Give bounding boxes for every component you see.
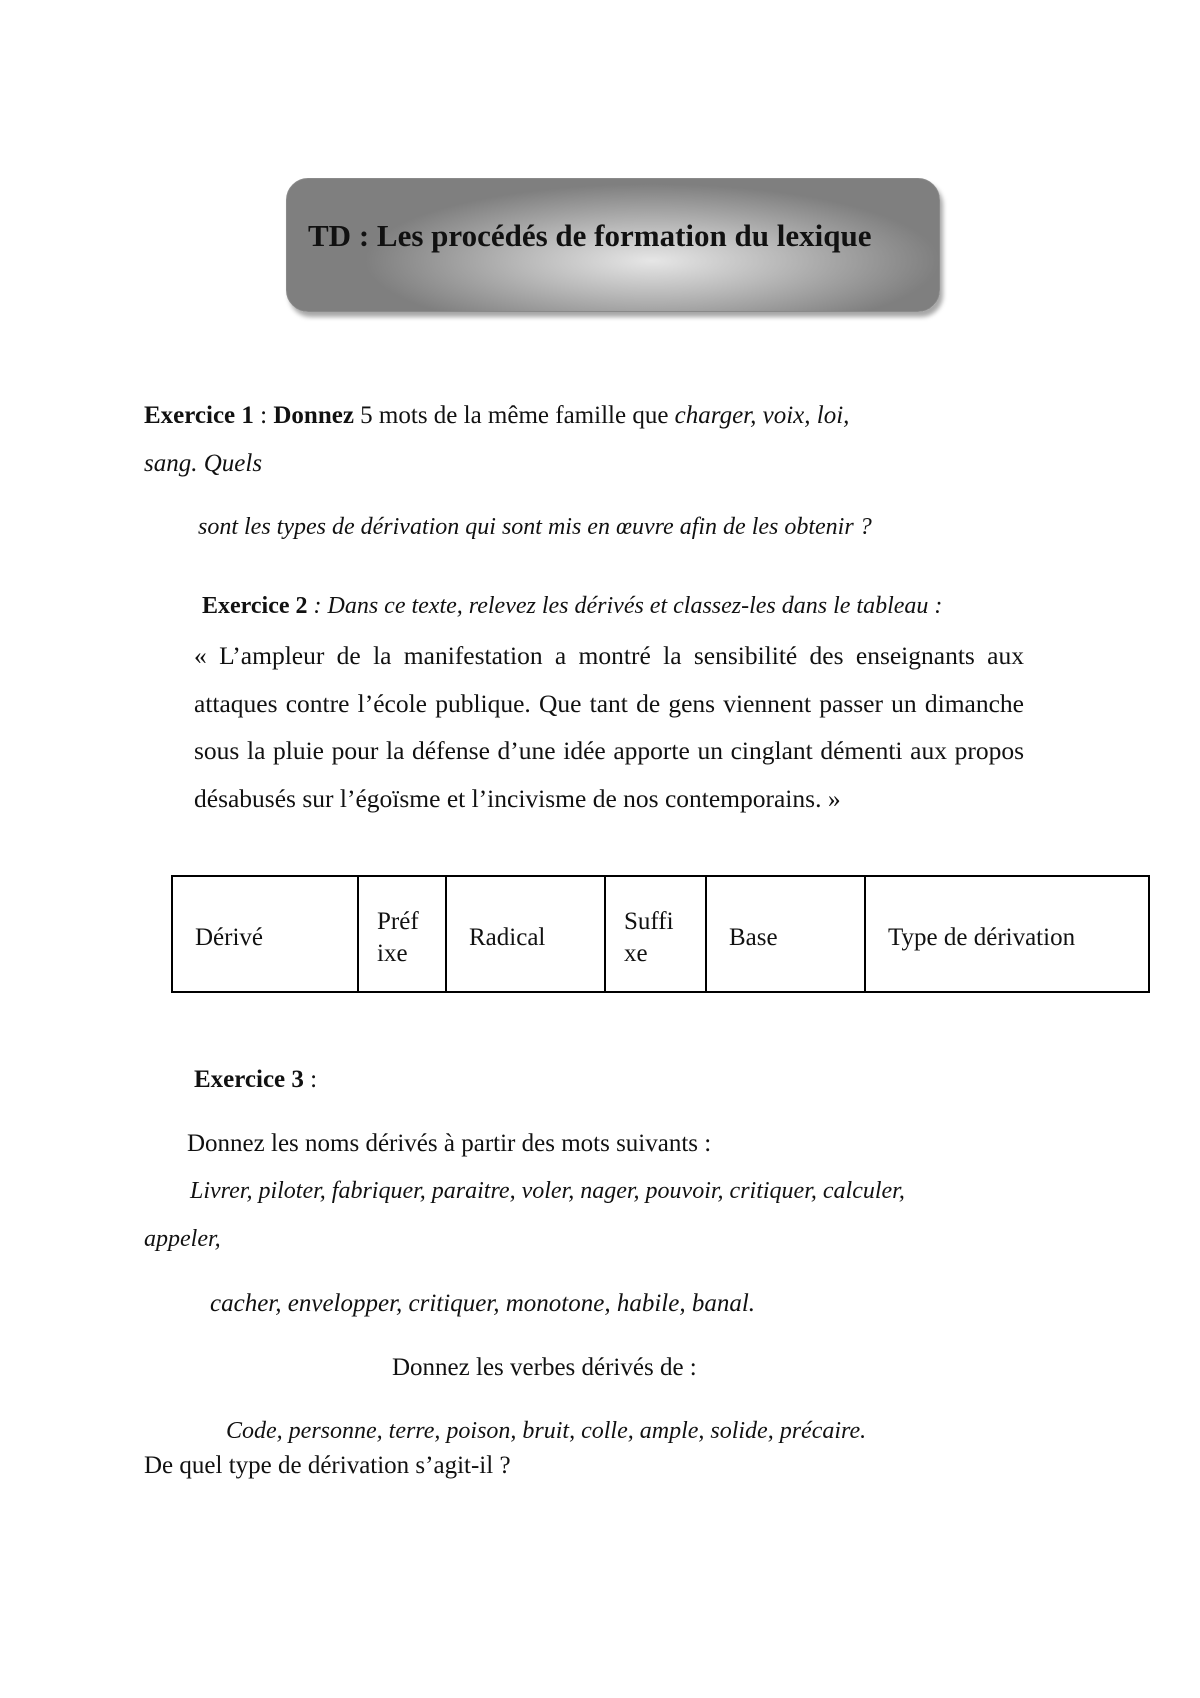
- exercise-1-words: charger, voix, loi,: [674, 402, 850, 429]
- exercise-3-heading: [194, 1066, 317, 1094]
- table-header-cell: Radical: [446, 876, 605, 992]
- table-header-cell: Suffi xe: [605, 876, 706, 992]
- exercise-3-label: Exercice 3: [194, 1066, 304, 1093]
- exercise-2-instruction: : Dans ce texte, relevez les dérivés et classez-les dans le tableau :: [307, 593, 943, 619]
- exercise-1-verb: Donnez: [273, 402, 354, 429]
- exercise-3-separator: :: [303, 1066, 318, 1093]
- exercise-3-nouns-line2: appeler,: [144, 1226, 221, 1252]
- exercise-2-heading: [202, 593, 942, 620]
- exercise-1-separator: :: [253, 402, 274, 429]
- exercise-1-line1: [144, 402, 849, 430]
- page-title: TD : Les procédés de formation du lexique: [308, 218, 872, 253]
- exercise-3-nouns-line3: cacher, envelopper, critiquer, monotone, habile, banal.: [210, 1290, 756, 1317]
- exercise-1-text: 5 mots de la même famille que: [353, 402, 675, 429]
- table-header-cell: Base: [706, 876, 865, 992]
- exercise-3-verbs-list: Code, personne, terre, poison, bruit, colle, ample, solide, précaire.: [226, 1418, 867, 1444]
- exercise-3-question: De quel type de dérivation s’agit-il ?: [144, 1452, 511, 1479]
- exercise-1-line3: sont les types de dérivation qui sont mis en œuvre afin de les obtenir ?: [198, 514, 872, 540]
- table-header-cell: Dérivé: [172, 876, 358, 992]
- exercise-3-nouns-prompt: Donnez les noms dérivés à partir des mots suivants :: [187, 1130, 712, 1157]
- exercise-3-nouns-line1: Livrer, piloter, fabriquer, paraitre, voler, nager, pouvoir, critiquer, calculer,: [190, 1178, 905, 1204]
- exercise-1-label: Exercice 1: [144, 402, 254, 429]
- table-header-row: [172, 876, 1149, 992]
- derivation-table: [171, 875, 1150, 993]
- exercise-3-verbs-prompt: Donnez les verbes dérivés de :: [392, 1354, 697, 1381]
- exercise-1-line2: sang. Quels: [144, 450, 263, 477]
- table-header-cell: Type de dérivation: [865, 876, 1149, 992]
- exercise-2-passage: « L’ampleur de la manifestation a montré la sensibilité des enseignants aux attaques contre l’école publique. Que tant de gens viennent passer un dimanche sous la pluie pour la défense d’une idée apporte un cinglant démenti aux propos désabusés sur l’égoïsme et l’incivisme de nos contemporains. »: [194, 641, 1024, 813]
- exercise-2-label: Exercice 2: [202, 593, 308, 619]
- table-header-cell: Préf ixe: [358, 876, 446, 992]
